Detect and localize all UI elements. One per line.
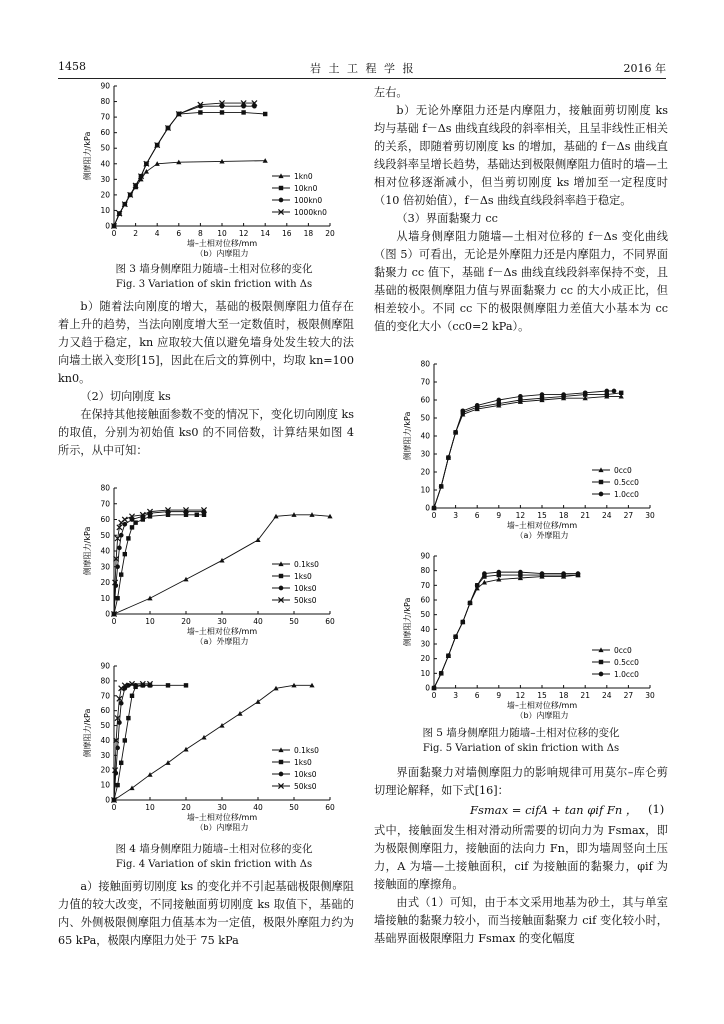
x-tick-label: 12 [515, 691, 526, 700]
x-tick-label: 24 [602, 691, 612, 700]
x-axis-label: 墙–土相对位移/mm [186, 627, 258, 636]
right-text-block-3 [374, 822, 668, 948]
data-point [219, 558, 224, 563]
series-10kn0 [112, 110, 268, 228]
x-tick-label: 9 [496, 511, 502, 520]
series-line [114, 106, 254, 226]
x-tick-label: 40 [253, 617, 263, 626]
y-axis-label: 侧摩阻力/kPa [403, 411, 412, 461]
x-tick-label: 30 [645, 691, 655, 700]
data-point [184, 683, 188, 687]
data-point [540, 392, 545, 397]
fig5-caption [374, 726, 668, 756]
x-tick-label: 30 [217, 803, 227, 812]
x-tick-label: 15 [537, 691, 547, 700]
x-tick-label: 21 [580, 511, 590, 520]
y-tick-label: 60 [100, 128, 110, 138]
series-0cc0 [431, 394, 623, 510]
equation-number: (1) [648, 802, 665, 816]
fig4-caption [58, 842, 370, 872]
chart-fig3b [70, 78, 360, 264]
fig5-caption-en: Fig. 5 Variation of skin friction with Δs [422, 743, 620, 754]
data-point [122, 517, 127, 522]
legend-marker [279, 574, 283, 578]
series-1.0cc0 [432, 570, 581, 691]
data-point [166, 683, 170, 687]
legend-label: 1000kn0 [294, 208, 327, 217]
legend-label: 1.0cc0 [614, 490, 639, 499]
data-point [468, 601, 473, 606]
y-tick-label: 50 [100, 143, 110, 153]
y-tick-label: 60 [100, 706, 110, 716]
y-tick-label: 30 [100, 750, 110, 760]
x-tick-label: 24 [602, 511, 612, 520]
y-tick-label: 70 [420, 377, 430, 387]
y-tick-label: 70 [420, 580, 430, 590]
data-point [496, 398, 501, 403]
x-tick-label: 18 [558, 691, 569, 700]
x-tick-label: 0 [431, 691, 437, 700]
series-line [114, 685, 186, 800]
x-tick-label: 2 [133, 229, 138, 238]
legend-marker [599, 672, 604, 677]
x-tick-label: 14 [260, 229, 270, 238]
legend-label: 1ks0 [294, 572, 312, 581]
x-tick-label: 12 [515, 511, 526, 520]
x-tick-label: 10 [217, 229, 227, 238]
x-axis-label: 墙–土相对位移/mm [506, 701, 578, 710]
legend-marker [279, 186, 283, 190]
series-0.1ks0 [111, 683, 314, 802]
x-tick-label: 0 [111, 229, 117, 238]
x-tick-label: 12 [238, 229, 249, 238]
running-header [58, 58, 666, 76]
journal-year: 2016 年 [623, 62, 666, 75]
y-tick-label: 0 [105, 609, 110, 619]
x-tick-label: 15 [537, 511, 547, 520]
data-point [241, 110, 245, 114]
heading-cohesion: （3）界面黏聚力 cc [396, 212, 498, 225]
data-point [460, 408, 465, 413]
legend-label: 10kn0 [294, 184, 318, 193]
data-point [446, 455, 451, 460]
y-tick-label: 0 [105, 221, 110, 231]
legend-marker [279, 198, 284, 203]
y-axis-label: 侧摩阻力/kPa [83, 131, 92, 181]
para-eq-explain: 式中，接触面发生相对滑动所需要的切向力为 Fsmax，即为极限侧摩阻力，接触面的法向力 Fn，即为墙周竖向土压力，A 为墙—土接触面积，cif 为接触面的黏聚力，φif 为接触面的摩擦角。 [374, 824, 668, 891]
data-point [133, 520, 137, 524]
x-tick-label: 3 [453, 511, 458, 520]
y-tick-label: 0 [425, 503, 430, 513]
data-point [183, 747, 188, 752]
y-tick-label: 20 [100, 578, 110, 587]
data-point [126, 536, 130, 540]
chart-fig5b [390, 548, 680, 726]
data-point [540, 571, 545, 576]
data-point [220, 110, 224, 114]
para-b-left: b）随着法向刚度的增大，基础的极限侧摩阻力值存在着上升的趋势，当法向刚度增大至一定数值时，极限侧摩阻力又趋于稳定，kn 应取较大值以避免墙身处发生较大的法向墙土嵌入变形[15]，因此在后文的算例中，均取 kn=100 kn0。 [58, 300, 354, 385]
panel-label: （a）外摩阻力 [195, 637, 249, 646]
x-tick-label: 10 [145, 617, 155, 626]
y-tick-label: 80 [420, 566, 430, 576]
legend-label: 0cc0 [614, 466, 632, 475]
y-tick-label: 30 [100, 562, 110, 572]
data-point [518, 570, 523, 575]
data-point [123, 738, 127, 742]
y-tick-label: 50 [420, 413, 430, 423]
fig4-caption-en: Fig. 4 Variation of skin friction with Δs [115, 859, 313, 870]
data-point [446, 653, 451, 658]
data-point [115, 596, 119, 600]
y-tick-label: 90 [420, 551, 430, 561]
legend-label: 50ks0 [294, 782, 317, 791]
data-point [115, 783, 119, 787]
x-tick-label: 21 [580, 691, 590, 700]
y-tick-label: 40 [100, 735, 110, 745]
x-tick-label: 0 [111, 803, 117, 812]
legend-label: 50ks0 [294, 596, 317, 605]
data-point [219, 723, 224, 728]
x-tick-label: 60 [325, 617, 335, 626]
legend-marker [599, 480, 603, 484]
x-axis-label: 墙–土相对位移/mm [506, 521, 578, 530]
series-line [434, 391, 614, 508]
series-1ks0 [112, 513, 206, 617]
journal-title: 岩 土 工 程 学 报 [310, 62, 416, 75]
y-tick-label: 30 [420, 639, 430, 649]
legend-label: 10ks0 [294, 584, 317, 593]
x-tick-label: 40 [253, 803, 263, 812]
data-point [619, 391, 623, 395]
series-line [114, 685, 312, 800]
data-point [147, 596, 152, 601]
series-line [434, 575, 578, 688]
data-point [201, 735, 206, 740]
data-point [439, 671, 444, 676]
x-tick-label: 20 [181, 803, 191, 812]
y-tick-label: 70 [100, 691, 110, 701]
equation-1: Fsmax = cifA + tan φif Fn ， [470, 803, 638, 817]
y-tick-label: 0 [425, 683, 430, 693]
data-point [453, 430, 458, 435]
y-tick-label: 80 [420, 359, 430, 369]
y-tick-label: 60 [100, 515, 110, 524]
heading-shear-stiffness: （2）切向刚度 ks [80, 390, 171, 403]
x-tick-label: 50 [289, 803, 299, 812]
series-line [114, 103, 254, 226]
y-tick-label: 50 [420, 610, 430, 620]
data-point [583, 390, 588, 395]
x-tick-label: 18 [558, 511, 569, 520]
y-tick-label: 10 [100, 780, 110, 790]
legend-marker [279, 772, 284, 777]
series-line [114, 112, 265, 226]
series-line [114, 684, 150, 800]
x-tick-label: 6 [474, 691, 480, 700]
x-tick-label: 0 [431, 511, 437, 520]
y-tick-label: 40 [420, 431, 430, 441]
fig3-caption-en: Fig. 3 Variation of skin friction with Δs [115, 279, 313, 290]
data-point [117, 546, 122, 551]
y-tick-label: 90 [100, 81, 110, 91]
legend-label: 1.0cc0 [614, 670, 639, 679]
legend-label: 0.1ks0 [294, 560, 319, 569]
data-point [130, 694, 134, 698]
legend-label: 0cc0 [614, 646, 632, 655]
data-point [439, 484, 444, 489]
data-point [432, 506, 437, 511]
y-tick-label: 80 [100, 676, 110, 686]
x-tick-label: 8 [198, 229, 203, 238]
data-point [561, 392, 566, 397]
y-tick-label: 50 [100, 721, 110, 731]
para-conclusion: 由式（1）可知，由于本文采用地基为砂土，其与单室墙接触的黏聚力较小，而当接触面黏聚力 cif 变化较小时，基础界面极限摩阻力 Fsmax 的变化幅度 [374, 896, 668, 945]
y-tick-label: 70 [100, 499, 110, 509]
x-tick-label: 27 [623, 691, 634, 700]
y-tick-label: 90 [100, 661, 110, 671]
para-a-left: a）接触面剪切刚度 ks 的变化并不引起基础极限侧摩阻力值的较大改变，不同接触面剪切刚度 ks 取值下，基础的内、外侧极限侧摩阻力值基本为一定值，极限外摩阻力约为 65 kPa，极限内摩阻力处于 75 kPa [58, 880, 354, 947]
para-mohr-coulomb: 界面黏聚力对墙侧摩阻力的影响规律可用莫尔–库仑剪切理论解释，如下式[16]： [374, 766, 668, 797]
series-0cc0 [431, 572, 580, 690]
y-tick-label: 30 [100, 174, 110, 184]
y-tick-label: 20 [420, 654, 430, 664]
x-tick-label: 20 [181, 617, 191, 626]
legend-label: 100kn0 [294, 196, 323, 205]
series-line [114, 161, 265, 226]
data-point [119, 761, 123, 765]
y-tick-label: 0 [105, 795, 110, 805]
legend-marker [599, 492, 604, 497]
x-tick-label: 50 [289, 617, 299, 626]
data-point [198, 110, 202, 114]
data-point [147, 772, 152, 777]
data-point [263, 112, 267, 116]
data-point [604, 389, 609, 394]
y-tick-label: 60 [420, 395, 430, 405]
y-tick-label: 70 [100, 112, 110, 122]
chart-fig4b [70, 658, 360, 838]
y-tick-label: 20 [100, 765, 110, 775]
y-tick-label: 50 [100, 530, 110, 540]
data-point [183, 577, 188, 582]
y-tick-label: 40 [420, 624, 430, 634]
para-cohesion: 从墙身侧摩阻力随墙—土相对位移的 f－Δs 变化曲线（图 5）可看出，无论是外摩阻力还是内摩阻力，不同界面黏聚力 cc 值下，基础 f－Δs 曲线直线段斜率保持不变，且基础的极限侧摩阻力值与界面黏聚力 cc 的大小成正比，但相差较小。不同 cc 下的极限侧摩阻力差值大小基本为 cc 值的变化大小（cc0=2 kPa）。 [374, 230, 668, 333]
data-point [496, 570, 501, 575]
data-point [130, 525, 134, 529]
chart-fig4a [70, 480, 360, 652]
series-line [114, 512, 204, 614]
series-1ks0 [112, 683, 188, 802]
y-tick-label: 10 [100, 593, 110, 603]
data-point [460, 620, 465, 625]
para-b-right: b）无论外摩阻力还是内摩阻力，接触面剪切刚度 ks 均与基础 f－Δs 曲线直线段的斜率相关，且呈非线性正相关的关系，即随着剪切刚度 ks 的增加，基础的 f－Δs 曲线直线段斜率呈增长趋势，基础达到极限侧摩阻力值时的墙—土相对位移逐渐减小，但当剪切刚度 ks 增加至一定程度时（10 倍初始值），f－Δs 曲线直线段斜率趋于稳定。 [374, 104, 668, 207]
data-point [576, 571, 581, 576]
data-point [237, 711, 242, 716]
chart-fig5a [390, 356, 680, 546]
data-point [518, 394, 523, 399]
x-tick-label: 20 [325, 229, 335, 238]
left-text-block-1 [58, 298, 354, 460]
series-1000kn0 [111, 101, 257, 229]
panel-label: （b）内摩阻力 [515, 711, 569, 720]
x-tick-label: 60 [325, 803, 335, 812]
legend-marker [279, 586, 284, 591]
y-tick-label: 80 [100, 97, 110, 107]
legend-label: 0.5cc0 [614, 478, 639, 487]
legend-label: 1ks0 [294, 758, 312, 767]
data-point [475, 403, 480, 408]
x-tick-label: 27 [623, 511, 634, 520]
x-axis-label: 墙–土相对位移/mm [186, 813, 258, 822]
series-1.0cc0 [432, 389, 617, 511]
x-tick-label: 4 [154, 229, 160, 238]
data-point [475, 583, 480, 588]
right-text-block-2 [374, 764, 668, 800]
data-point [561, 571, 566, 576]
y-tick-label: 10 [420, 668, 430, 678]
right-text-block-1 [374, 84, 668, 336]
series-10ks0 [112, 509, 207, 616]
y-axis-label: 侧摩阻力/kPa [403, 597, 412, 647]
data-point [612, 389, 617, 394]
fig3-caption [58, 262, 370, 292]
x-tick-label: 0 [111, 617, 117, 626]
x-tick-label: 9 [496, 691, 502, 700]
data-point [482, 571, 487, 576]
legend-label: 10ks0 [294, 770, 317, 779]
fig4-caption-cn: 图 4 墙身侧摩阻力随墙–土相对位移的变化 [115, 843, 313, 855]
fig5-caption-cn: 图 5 墙身侧摩阻力随墙–土相对位移的变化 [422, 727, 620, 739]
data-point [195, 513, 199, 517]
y-tick-label: 30 [420, 449, 430, 459]
series-0.5cc0 [432, 573, 580, 690]
x-tick-label: 6 [474, 511, 480, 520]
data-point [123, 552, 127, 556]
series-0.5cc0 [432, 391, 624, 511]
legend-marker [599, 660, 603, 664]
y-tick-label: 40 [100, 159, 110, 169]
y-axis-label: 侧摩阻力/kPa [83, 526, 92, 576]
series-line [114, 510, 204, 614]
x-tick-label: 3 [453, 691, 458, 700]
series-line [114, 515, 204, 614]
fig3-caption-cn: 图 3 墙身侧摩阻力随墙–土相对位移的变化 [115, 263, 313, 275]
y-tick-label: 10 [420, 485, 430, 495]
series-100kn0 [112, 104, 257, 228]
x-tick-label: 18 [303, 229, 314, 238]
y-tick-label: 20 [100, 190, 110, 200]
legend-marker [279, 760, 283, 764]
x-tick-label: 6 [176, 229, 182, 238]
data-point [126, 716, 130, 720]
page-number: 1458 [58, 60, 86, 73]
left-text-block-2 [58, 878, 354, 950]
panel-label: （a）外摩阻力 [515, 531, 569, 540]
series-line [434, 572, 578, 688]
y-tick-label: 60 [420, 595, 430, 605]
para-shear-stiffness: 在保持其他接触面参数不变的情况下，变化切向刚度 ks 的取值，分别为初始值 ks0 的不同倍数，计算结果如图 4 所示，从中可知： [58, 408, 354, 457]
x-tick-label: 16 [282, 229, 292, 238]
legend-label: 1kn0 [294, 172, 313, 181]
data-point [453, 634, 458, 639]
y-tick-label: 10 [100, 205, 110, 215]
right-line-top: 左右。 [374, 86, 408, 99]
x-tick-label: 30 [217, 617, 227, 626]
x-tick-label: 30 [645, 511, 655, 520]
y-axis-label: 侧摩阻力/kPa [83, 708, 92, 758]
data-point [119, 572, 123, 576]
y-tick-label: 40 [100, 546, 110, 556]
panel-label: （b）内摩阻力 [195, 823, 249, 832]
legend-label: 0.5cc0 [614, 658, 639, 667]
legend-label: 0.1ks0 [294, 746, 319, 755]
panel-label: （b）内摩阻力 [195, 249, 249, 258]
series-1kn0 [111, 158, 267, 228]
y-tick-label: 80 [100, 483, 110, 493]
series-line [434, 575, 578, 688]
x-tick-label: 10 [145, 803, 155, 812]
x-axis-label: 墙–土相对位移/mm [186, 239, 258, 248]
y-tick-label: 20 [420, 467, 430, 477]
data-point [144, 169, 149, 174]
data-point [432, 686, 437, 691]
